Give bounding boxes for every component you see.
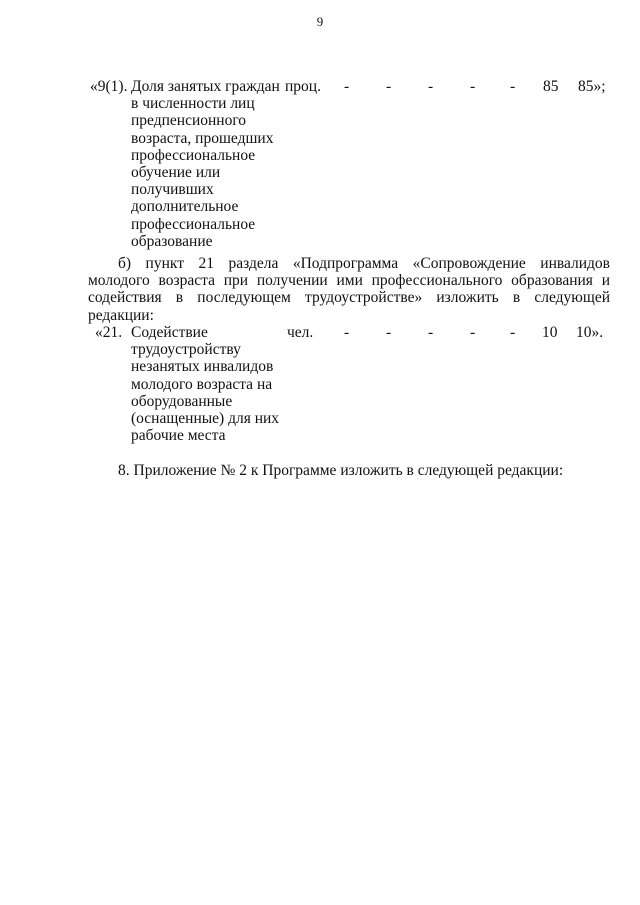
indicator-name-line: оборудованные bbox=[131, 392, 233, 410]
indicator-name-line: Доля занятых граждан bbox=[131, 78, 280, 95]
indicator-name-line: профессиональное bbox=[131, 215, 256, 233]
year-value-dash: - bbox=[428, 78, 434, 95]
year-value-dash: - bbox=[428, 324, 434, 341]
indicator-name-line: возраста, прошедших bbox=[131, 129, 274, 147]
indicator-name-line: обучение или bbox=[131, 164, 221, 182]
unit-of-measure: проц. bbox=[285, 78, 321, 95]
year-value: 85 bbox=[543, 78, 559, 95]
year-value-dash: - bbox=[344, 324, 350, 341]
row-number: «9(1). bbox=[90, 78, 128, 95]
year-value: 10 bbox=[542, 324, 558, 341]
year-value-dash: - bbox=[386, 324, 392, 341]
indicator-name-line: незанятых инвалидов bbox=[131, 358, 274, 376]
year-value-dash: - bbox=[510, 78, 516, 95]
year-value-dash: - bbox=[470, 324, 476, 341]
indicator-name-line: (оснащенные) для них bbox=[131, 410, 280, 428]
paragraph-b bbox=[88, 255, 610, 324]
table-row-21 bbox=[0, 324, 640, 444]
indicator-name-line: дополнительное bbox=[131, 198, 239, 216]
indicator-name-line: образование bbox=[131, 232, 213, 250]
indicator-name-line: молодого возраста на bbox=[131, 375, 273, 393]
year-value-dash: - bbox=[510, 324, 516, 341]
indicator-name bbox=[131, 78, 280, 250]
year-value-final: 85»; bbox=[578, 78, 606, 95]
year-value-dash: - bbox=[386, 78, 392, 95]
indicator-name-line: предпенсионного bbox=[131, 112, 247, 130]
row-number: «21. bbox=[95, 324, 123, 341]
year-value-final: 10». bbox=[576, 324, 604, 341]
indicator-name-line: профессиональное bbox=[131, 146, 256, 164]
indicator-name-line: получивших bbox=[131, 181, 214, 199]
table-row-9-1 bbox=[0, 78, 640, 253]
indicator-name-line: трудоустройству bbox=[131, 341, 241, 359]
indicator-name-line: Содействие bbox=[131, 324, 208, 341]
paragraph-8: 8. Приложение № 2 к Программе изложить в следующей редакции: bbox=[118, 462, 564, 479]
paragraph-b-text: б) пункт 21 раздела «Подпрограмма «Сопровождение инвалидов молодого возраста при получении ими профессионального образования и содействия в последующем трудоустройстве» изложить в следующей редакции: bbox=[88, 255, 610, 324]
page-number: 9 bbox=[316, 14, 324, 29]
indicator-name-line: рабочие места bbox=[131, 427, 226, 445]
year-value-dash: - bbox=[344, 78, 350, 95]
unit-of-measure: чел. bbox=[287, 324, 314, 341]
indicator-name-line: в численности лиц bbox=[131, 95, 255, 113]
indicator-name bbox=[131, 324, 279, 444]
year-value-dash: - bbox=[470, 78, 476, 95]
